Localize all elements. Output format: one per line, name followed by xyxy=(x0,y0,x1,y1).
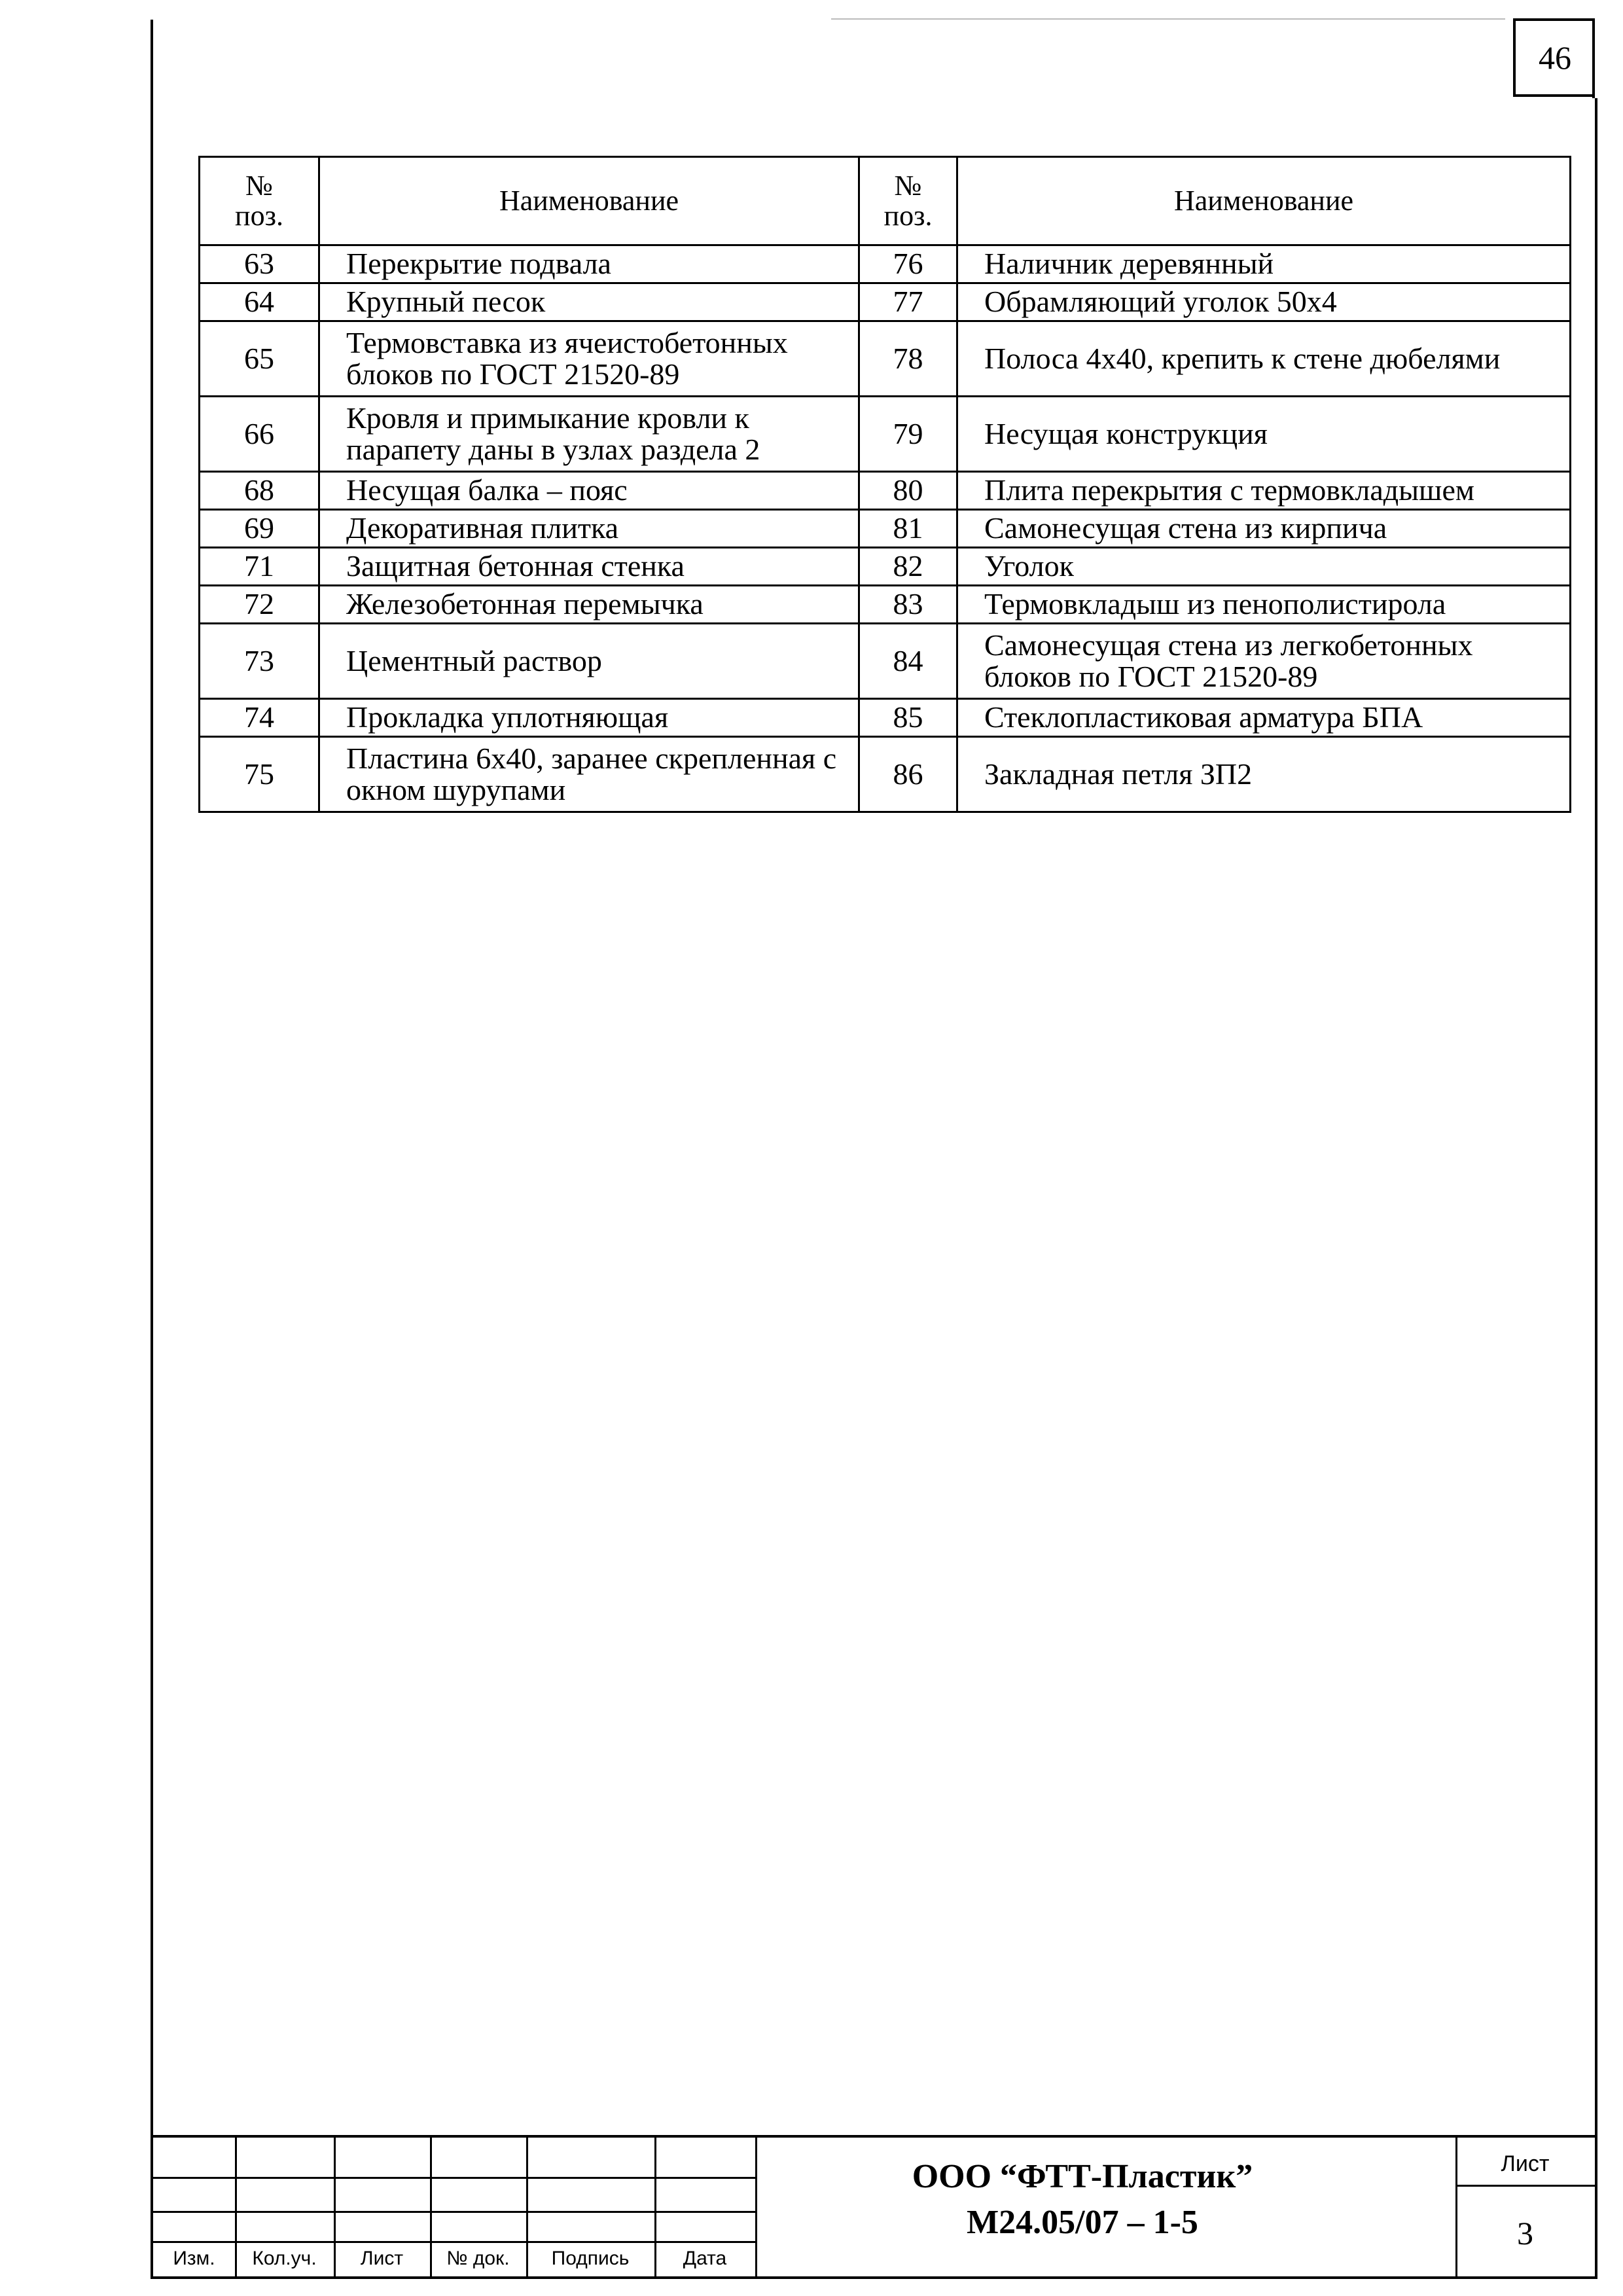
name-left: Защитная бетонная стенка xyxy=(319,548,859,586)
sheet-number: 3 xyxy=(1517,2215,1533,2251)
header-name-right: Наименование xyxy=(957,157,1571,245)
page-box-edge xyxy=(1592,18,1595,98)
name-left: Кровля и примыкание кровли к парапету даны в узлах раздела 2 xyxy=(319,397,859,472)
title-block-row-line xyxy=(153,2177,755,2179)
caption-date: Дата xyxy=(683,2248,727,2269)
table-row xyxy=(200,624,1571,699)
document-code: М24.05/07 – 1-5 xyxy=(967,2204,1198,2241)
name-right: Обрамляющий уголок 50х4 xyxy=(957,283,1571,321)
table-row xyxy=(200,245,1571,283)
name-left: Железобетонная перемычка xyxy=(319,586,859,624)
pos-left: 63 xyxy=(200,245,319,283)
frame-top-line xyxy=(831,18,1505,20)
caption-izm: Изм. xyxy=(173,2248,215,2269)
name-left: Несущая балка – пояс xyxy=(319,472,859,510)
pos-right: 83 xyxy=(859,586,957,624)
name-right: Уголок xyxy=(957,548,1571,586)
table-row xyxy=(200,737,1571,812)
header-pos-left: № поз. xyxy=(200,157,319,245)
pos-left: 69 xyxy=(200,510,319,548)
pos-left: 66 xyxy=(200,397,319,472)
frame-left-border xyxy=(151,20,153,2279)
pos-left: 68 xyxy=(200,472,319,510)
sheet-label: Лист xyxy=(1501,2151,1550,2176)
pos-right: 76 xyxy=(859,245,957,283)
table-row xyxy=(200,510,1571,548)
name-left: Прокладка уплотняющая xyxy=(319,699,859,737)
title-block-row-line xyxy=(153,2211,755,2213)
pos-right: 85 xyxy=(859,699,957,737)
pos-right: 81 xyxy=(859,510,957,548)
caption-signature: Подпись xyxy=(551,2248,630,2269)
name-right: Самонесущая стена из легкобетонных блоков по ГОСТ 21520-89 xyxy=(957,624,1571,699)
company-name: ООО “ФТТ-Пластик” xyxy=(912,2158,1253,2195)
name-right: Плита перекрытия с термовкладышем xyxy=(957,472,1571,510)
pos-left: 73 xyxy=(200,624,319,699)
name-right: Самонесущая стена из кирпича xyxy=(957,510,1571,548)
sheet-divider xyxy=(1455,2185,1595,2187)
pos-right: 86 xyxy=(859,737,957,812)
pos-left: 75 xyxy=(200,737,319,812)
name-right: Закладная петля ЗП2 xyxy=(957,737,1571,812)
pos-left: 72 xyxy=(200,586,319,624)
header-name-left: Наименование xyxy=(319,157,859,245)
frame-right-border xyxy=(1595,98,1597,2279)
caption-kol-uch: Кол.уч. xyxy=(252,2248,317,2269)
page-number: 46 xyxy=(1513,18,1594,97)
table-row xyxy=(200,699,1571,737)
table-row xyxy=(200,397,1571,472)
table-row xyxy=(200,321,1571,397)
name-right: Наличник деревянный xyxy=(957,245,1571,283)
pos-left: 65 xyxy=(200,321,319,397)
name-left: Цементный раствор xyxy=(319,624,859,699)
name-left: Пластина 6х40, заранее скрепленная с окном шурупами xyxy=(319,737,859,812)
pos-right: 78 xyxy=(859,321,957,397)
positions-table xyxy=(198,156,1571,813)
pos-left: 71 xyxy=(200,548,319,586)
name-right: Полоса 4х40, крепить к стене дюбелями xyxy=(957,321,1571,397)
name-left: Термовставка из ячеистобетонных блоков по ГОСТ 21520-89 xyxy=(319,321,859,397)
table-header-row xyxy=(200,157,1571,245)
header-pos-right: № поз. xyxy=(859,157,957,245)
caption-list: Лист xyxy=(360,2248,404,2269)
pos-left: 74 xyxy=(200,699,319,737)
table-row xyxy=(200,472,1571,510)
title-block xyxy=(153,2135,1595,2279)
table-row xyxy=(200,586,1571,624)
name-left: Крупный песок xyxy=(319,283,859,321)
pos-right: 80 xyxy=(859,472,957,510)
table-row xyxy=(200,548,1571,586)
pos-left: 64 xyxy=(200,283,319,321)
name-left: Декоративная плитка xyxy=(319,510,859,548)
caption-doc-number: № док. xyxy=(446,2248,510,2269)
name-right: Стеклопластиковая арматура БПА xyxy=(957,699,1571,737)
name-left: Перекрытие подвала xyxy=(319,245,859,283)
name-right: Несущая конструкция xyxy=(957,397,1571,472)
pos-right: 84 xyxy=(859,624,957,699)
pos-right: 79 xyxy=(859,397,957,472)
pos-right: 82 xyxy=(859,548,957,586)
name-right: Термовкладыш из пенополистирола xyxy=(957,586,1571,624)
table-row xyxy=(200,283,1571,321)
pos-right: 77 xyxy=(859,283,957,321)
